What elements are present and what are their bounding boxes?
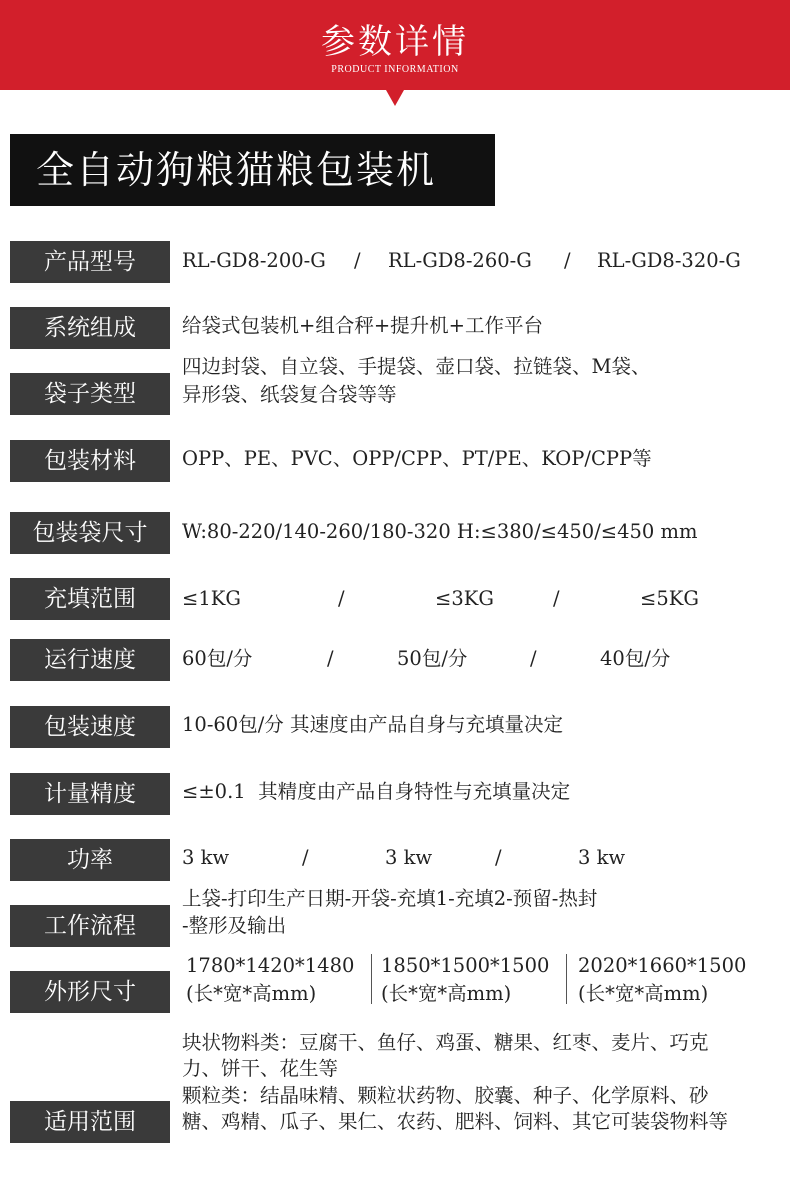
pack-speed-value: 10-60包/分 其速度由产品自身与充填量决定 — [182, 713, 563, 736]
bag-type-line-2: 异形袋、纸袋复合袋等等 — [182, 383, 397, 406]
run-speed-sep-2: / — [530, 647, 537, 670]
fill-range-2: ≤3KG — [435, 587, 494, 610]
row-label-model: 产品型号 — [10, 241, 170, 283]
dimensions-3-size: 2020*1660*1500 — [578, 954, 747, 977]
fill-range-1: ≤1KG — [182, 587, 241, 610]
fill-range-sep-1: / — [338, 587, 345, 610]
model-sep-2: / — [564, 249, 571, 272]
power-sep-1: / — [302, 846, 309, 869]
power-2: 3 kw — [385, 846, 433, 869]
row-label-system: 系统组成 — [10, 307, 170, 349]
header-subtitle: PRODUCT INFORMATION — [331, 64, 459, 75]
row-label-bag-size: 包装袋尺寸 — [10, 512, 170, 554]
workflow-line-1: 上袋-打印生产日期-开袋-充填1-充填2-预留-热封 — [182, 887, 598, 910]
material-value: OPP、PE、PVC、OPP/CPP、PT/PE、KOP/CPP等 — [182, 447, 652, 470]
row-label-material: 包装材料 — [10, 440, 170, 482]
banner-pointer — [386, 90, 404, 106]
model-value-1: RL-GD8-200-G — [182, 249, 326, 272]
accuracy-value: ≤±0.1 其精度由产品自身特性与充填量决定 — [182, 780, 571, 803]
model-sep-1: / — [354, 249, 361, 272]
model-value-2: RL-GD8-260-G — [388, 249, 532, 272]
fill-range-3: ≤5KG — [640, 587, 699, 610]
dimensions-3-unit: (长*宽*高mm) — [578, 982, 709, 1005]
run-speed-1: 60包/分 — [182, 647, 253, 670]
product-title: 全自动狗粮猫粮包装机 — [10, 134, 495, 206]
fill-range-sep-2: / — [553, 587, 560, 610]
run-speed-sep-1: / — [327, 647, 334, 670]
dimensions-1-size: 1780*1420*1480 — [186, 954, 355, 977]
dimensions-2-unit: (长*宽*高mm) — [381, 982, 512, 1005]
dimensions-2-size: 1850*1500*1500 — [381, 954, 550, 977]
power-1: 3 kw — [182, 846, 230, 869]
row-label-bag-type: 袋子类型 — [10, 373, 170, 415]
row-label-accuracy: 计量精度 — [10, 773, 170, 815]
run-speed-3: 40包/分 — [600, 647, 671, 670]
dimensions-divider-1 — [371, 954, 372, 1004]
header-banner — [0, 0, 790, 90]
scope-line-1: 块状物料类：豆腐干、鱼仔、鸡蛋、糖果、红枣、麦片、巧克 — [182, 1031, 709, 1054]
row-label-power: 功率 — [10, 839, 170, 881]
row-label-dimensions: 外形尺寸 — [10, 971, 170, 1013]
workflow-line-2: -整形及输出 — [182, 914, 287, 937]
row-label-scope: 适用范围 — [10, 1101, 170, 1143]
power-3: 3 kw — [578, 846, 626, 869]
scope-line-3: 颗粒类：结晶味精、颗粒状药物、胶囊、种子、化学原料、砂 — [182, 1084, 709, 1107]
dimensions-1-unit: (长*宽*高mm) — [186, 982, 317, 1005]
row-label-pack-speed: 包装速度 — [10, 706, 170, 748]
run-speed-2: 50包/分 — [397, 647, 468, 670]
row-label-run-speed: 运行速度 — [10, 639, 170, 681]
model-value-3: RL-GD8-320-G — [597, 249, 741, 272]
bag-type-line-1: 四边封袋、自立袋、手提袋、壶口袋、拉链袋、M袋、 — [182, 355, 651, 378]
scope-line-2: 力、饼干、花生等 — [182, 1057, 339, 1080]
row-label-fill-range: 充填范围 — [10, 578, 170, 620]
scope-line-4: 糖、鸡精、瓜子、果仁、农药、肥料、饲料、其它可装袋物料等 — [182, 1110, 729, 1133]
bag-size-value: W:80-220/140-260/180-320 H:≤380/≤450/≤450 mm — [182, 520, 698, 543]
dimensions-divider-2 — [566, 954, 567, 1004]
system-value: 给袋式包装机+组合秤+提升机+工作平台 — [182, 314, 544, 337]
header-title: 参数详情 — [321, 22, 469, 62]
row-label-workflow: 工作流程 — [10, 905, 170, 947]
power-sep-2: / — [495, 846, 502, 869]
